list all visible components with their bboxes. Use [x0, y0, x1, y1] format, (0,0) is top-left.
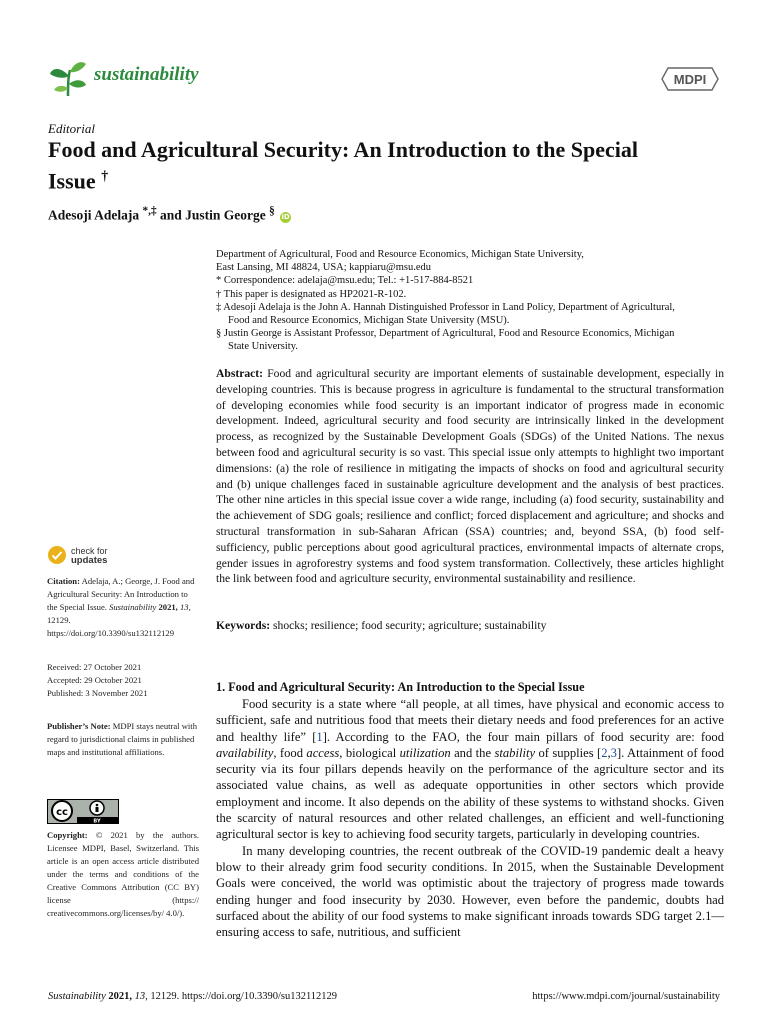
pubnote-text: MDPI stays neutral with regard to jurisdictional claims in published maps and institutional affiliations. [47, 721, 197, 757]
author2-marks: § [269, 205, 275, 217]
author-list [48, 205, 291, 224]
affiliations [216, 248, 726, 354]
copyright-block [47, 829, 199, 920]
received-date: Received: 27 October 2021 [47, 662, 142, 672]
affiliation-line: Department of Agricultural, Food and Resource Economics, Michigan State University, [216, 249, 584, 260]
copyright-text: © 2021 by the authors. Licensee MDPI, Basel, Switzerland. This article is an open access article distributed under the terms and conditions of the Creative Commons Attribution (CC BY) license (https:// creativecommons.org/licenses/by/ 4.0/). [47, 830, 199, 918]
published-date: Published: 3 November 2021 [47, 688, 148, 698]
dagger-note: † This paper is designated as HP2021-R-102. [216, 288, 407, 300]
keywords-text: shocks; resilience; food security; agriculture; sustainability [273, 619, 547, 632]
check-updates-icon [47, 545, 67, 565]
footer-journal: Sustainability [48, 991, 106, 1002]
footer-volume: 13, [134, 991, 148, 1002]
mdpi-logo-icon [660, 62, 720, 96]
title-text: Food and Agricultural Security: An Introduction to the Special Issue [48, 137, 638, 194]
title-mark: † [101, 169, 109, 184]
author-and: and [159, 207, 182, 223]
updates-text: updates [71, 555, 108, 566]
double-dagger-note: ‡ Adesoji Adelaja is the John A. Hannah Distinguished Professor in Land Policy, Department of Agricultural, [216, 301, 675, 313]
pubnote-label: Publisher’s Note: [47, 721, 111, 731]
correspondence-note: * Correspondence: adelaja@msu.edu; Tel.: +1-517-884-8521 [216, 275, 474, 287]
keywords [216, 619, 724, 632]
citation-text: Adelaja, A.; George, J. Food and Agricultural Security: An Introduction to the Special Issue. [47, 576, 195, 612]
publishers-note [47, 720, 199, 759]
orcid-icon[interactable]: iD [281, 212, 290, 221]
check-for-updates-badge[interactable] [47, 545, 167, 569]
citation-label: Citation: [47, 576, 80, 586]
citation-doi-link[interactable]: https://doi.org/10.3390/su132112129 [47, 628, 175, 638]
footer-year: 2021, [108, 991, 132, 1002]
check-for-text: check for [71, 546, 108, 556]
footer-journal-url[interactable]: https://www.mdpi.com/journal/sustainability [532, 991, 720, 1002]
reference-link-3[interactable]: 3 [610, 745, 617, 760]
cc-by-license-icon[interactable] [47, 799, 119, 824]
footer-doi[interactable]: 12129. https://doi.org/10.3390/su132112129 [150, 991, 338, 1002]
copyright-label: Copyright: [47, 830, 88, 840]
sustainability-logo-icon [48, 58, 88, 98]
double-dagger-note-cont: Food and Resource Economics, Michigan State University (MSU). [228, 315, 510, 327]
reference-link-2[interactable]: 2 [601, 745, 608, 760]
section-body [216, 696, 724, 940]
author-adelaja[interactable]: Adesoji Adelaja [48, 207, 140, 223]
author1-marks: *,‡ [142, 205, 157, 217]
accepted-date: Accepted: 29 October 2021 [47, 675, 142, 685]
publisher-name: MDPI [673, 72, 707, 87]
citation-journal: Sustainability [109, 602, 157, 612]
cc-by-label: BY [93, 818, 101, 824]
section-mark-note-cont: State University. [228, 341, 298, 353]
author-george[interactable]: Justin George [185, 207, 266, 223]
citation-page: 12129. [47, 615, 71, 625]
dates-block [47, 661, 199, 700]
journal-name: sustainability [94, 64, 199, 85]
reference-link-1[interactable]: 1 [316, 729, 323, 744]
article-type: Editorial [48, 121, 95, 136]
section-heading: 1. Food and Agricultural Security: An Introduction to the Special Issue [216, 680, 585, 694]
abstract-label: Abstract: [216, 367, 264, 380]
svg-text:cc: cc [56, 807, 68, 818]
abstract-text: Food and agricultural security are important elements of sustainable development, especially in developing countries. This is because progress in agriculture is fundamental to the structural transformation of developing economies while food security is an important indicator of progress made in economic development. Indeed, agricultural security and food security are intrinsically linked in the development process, as recognized by the Sustainable Development Goals (SDGs) of the United Nations. The nexus between food and agricultural security is so vast. This special issue only attempts to highlight two important dimensions: (a) the role of resilience in mitigating the impacts of shocks on food and agricultural security and (b) unique challenges faced in sustainable agriculture development and the analysis of best practices. The other nine articles in this special issue cover a wide range, including (a) food security, sustainability and the achievement of SDG goals; resilience and conflict; forced displacement and agriculture; and shocks and structural transformation in sub-Saharan African (SSA) countries; and, beyond SSA, (b) food self-sufficiency, public perceptions about good agricultural practices, environmental impacts of alternate crops, gender issues in agroforestry systems and food system transformation. Collectively, these articles highlight the link between food and agriculture security, environmental sustainability and resilience. [216, 367, 725, 586]
abstract [216, 366, 724, 587]
paragraph-2: In many developing countries, the recent outbreak of the COVID-19 pandemic dealt a heavy blow to their already grim food security conditions. In 2015, when the Sustainable Development Goals were conceived, the world was optimistic about the trajectory of progress made towards ending hunger and food insecurity by 2030. However, even before the pandemic, doubts had surfaced about the ability of our food systems to make significant inroads towards SDG target 2.1—ensuring access to safe, nutritious, and sufficient [216, 843, 724, 940]
affiliation-line: East Lansing, MI 48824, USA; kappiaru@msu.edu [216, 262, 431, 274]
footer-citation [48, 991, 337, 1002]
keywords-label: Keywords: [216, 619, 271, 632]
section-mark-note: § Justin George is Assistant Professor, Department of Agricultural, Food and Resource Economics, Michigan [216, 328, 675, 340]
citation-year: 2021, [158, 602, 178, 612]
paragraph-1: Food security is a state where “all people, at all times, have physical and economic access to sufficient, safe and nutritious food that meets their dietary needs and food preferences for an active and healthy life” [1]. According to the FAO, the four main pillars of food security are: food availability, food access, biological utilization and the stability of supplies [2,3]. Attainment of food security via its four pillars depends heavily on the performance of the agriculture sector and its associated value chains, as well as adequate opportunities in other sectors which provide employment and income. It also depends on the ability of these systems to withstand shocks. Given the scarcity of natural resources and other related challenges, an efficient and well-functioning agricultural sector is key to achieving food security targets, particularly in developing countries. [216, 697, 725, 842]
citation-block [47, 575, 199, 640]
citation-volume: 13, [179, 602, 191, 612]
article-title [48, 136, 688, 194]
